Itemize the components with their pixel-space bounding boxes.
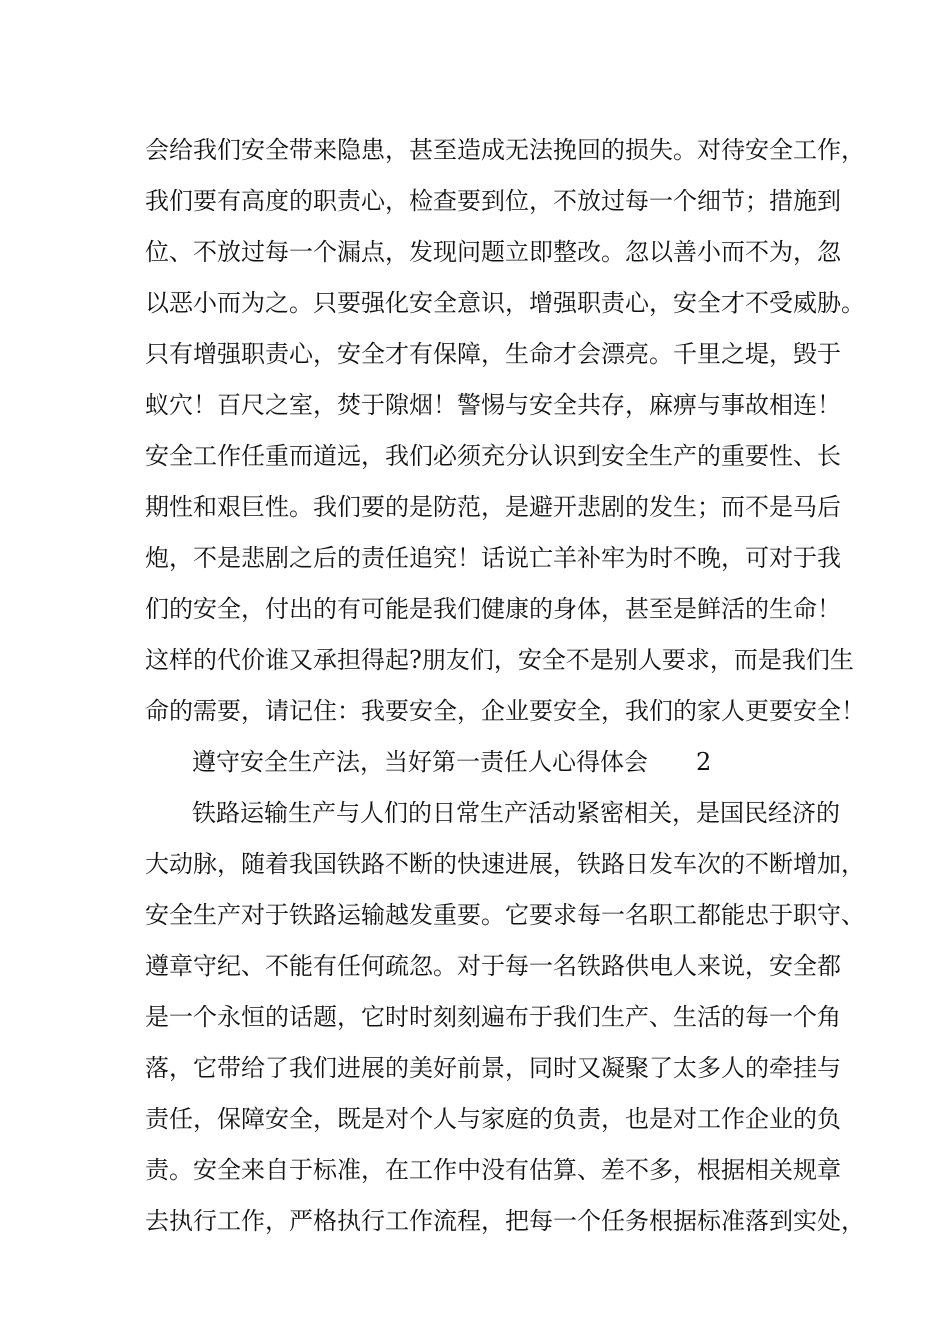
body-text-line: 安全生产对于铁路运输越发重要。它要求每一名职工都能忠于职守、: [145, 901, 865, 929]
body-text-line: 位、不放过每一个漏点，发现问题立即整改。忽以善小而不为，忽: [145, 238, 841, 266]
body-text-line: 我们要有高度的职责心，检查要到位，不放过每一个细节；措施到: [145, 187, 841, 215]
body-text-line: 责任，保障安全，既是对个人与家庭的负责，也是对工作企业的负: [145, 1105, 841, 1133]
section-heading: 遵守安全生产法，当好第一责任人心得体会 2: [192, 748, 712, 776]
body-text-line: 这样的代价谁又承担得起?朋友们，安全不是别人要求，而是我们生: [145, 646, 854, 674]
body-text-line: 们的安全，付出的有可能是我们健康的身体，甚至是鲜活的生命！: [145, 595, 841, 623]
body-text-line: 去执行工作，严格执行工作流程，把每一个任务根据标准落到实处，: [145, 1207, 865, 1235]
body-text-line: 命的需要，请记住：我要安全，企业要安全，我们的家人更要安全！: [145, 697, 865, 725]
body-text-line: 炮，不是悲剧之后的责任追究！话说亡羊补牢为时不晚，可对于我: [145, 544, 841, 572]
body-text-line: 铁路运输生产与人们的日常生产活动紧密相关，是国民经济的: [192, 799, 840, 827]
body-text-line: 蚁穴！百尺之室，焚于隙烟！警惕与安全共存，麻痹与事故相连！: [145, 391, 841, 419]
body-text-line: 会给我们安全带来隐患，甚至造成无法挽回的损失。对待安全工作，: [145, 136, 865, 164]
body-text-line: 是一个永恒的话题，它时时刻刻遍布于我们生产、生活的每一个角: [145, 1003, 841, 1031]
body-text-line: 期性和艰巨性。我们要的是防范，是避开悲剧的发生；而不是马后: [145, 493, 841, 521]
body-text-line: 遵章守纪、不能有任何疏忽。对于每一名铁路供电人来说，安全都: [145, 952, 841, 980]
body-text-line: 以恶小而为之。只要强化安全意识，增强职责心，安全才不受威胁。: [145, 289, 865, 317]
body-text-line: 责。安全来自于标准，在工作中没有估算、差不多，根据相关规章: [145, 1156, 841, 1184]
body-text-line: 大动脉，随着我国铁路不断的快速进展，铁路日发车次的不断增加，: [145, 850, 865, 878]
body-text-line: 落，它带给了我们进展的美好前景，同时又凝聚了太多人的牵挂与: [145, 1054, 841, 1082]
body-text-line: 只有增强职责心，安全才有保障，生命才会漂亮。千里之堤，毁于: [145, 340, 841, 368]
body-text-line: 安全工作任重而道远，我们必须充分认识到安全生产的重要性、长: [145, 442, 841, 470]
